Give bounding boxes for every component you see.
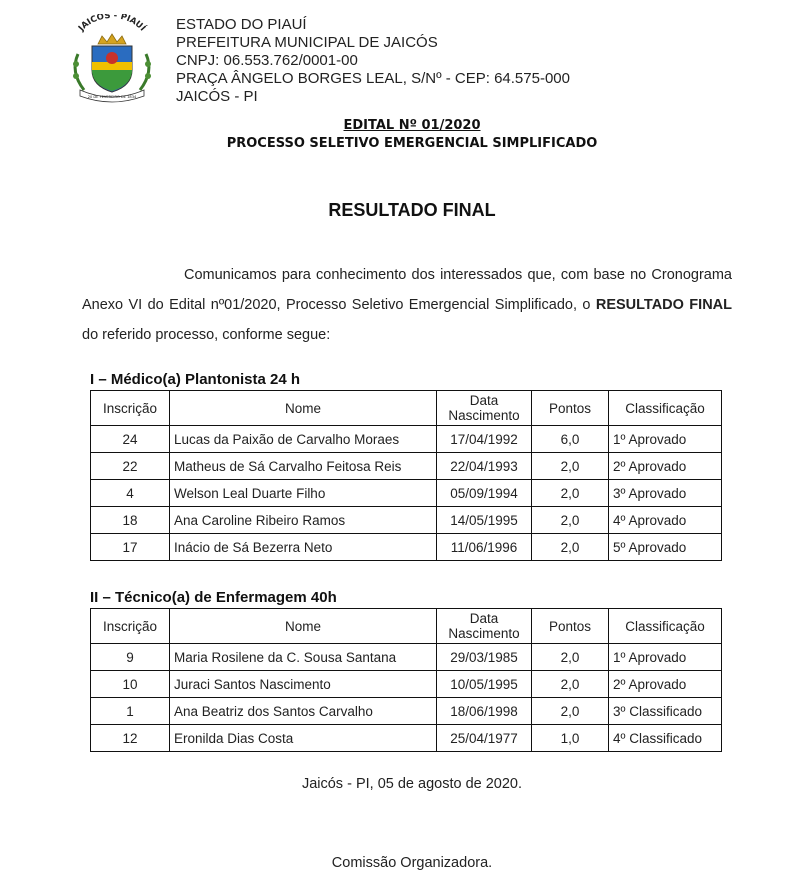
cell-data: 14/05/1995 (437, 507, 532, 534)
logo-arc-text: JAICÓS - PIAUÍ (76, 14, 148, 34)
cell-pontos: 1,0 (532, 725, 609, 752)
cell-inscricao: 18 (91, 507, 170, 534)
table-header-row (91, 609, 722, 644)
table-row (91, 644, 722, 671)
intro-paragraph (82, 260, 732, 350)
cell-nome: Welson Leal Duarte Filho (170, 480, 437, 507)
letterhead-state: ESTADO DO PIAUÍ (176, 16, 307, 33)
table-row (91, 698, 722, 725)
cell-classificacao: 2º Aprovado (609, 453, 722, 480)
intro-text-bold: RESULTADO FINAL (595, 297, 732, 313)
date-line: Jaicós - PI, 05 de agosto de 2020. (301, 776, 523, 792)
table-row (91, 725, 722, 752)
letterhead-cnpj: CNPJ: 06.553.762/0001-00 (176, 52, 358, 69)
cell-classificacao: 3º Aprovado (609, 480, 722, 507)
signature-line: Comissão Organizadora. (331, 855, 493, 871)
cell-nome: Ana Beatriz dos Santos Carvalho (170, 698, 437, 725)
cell-inscricao: 10 (91, 671, 170, 698)
cell-classificacao: 4º Classificado (609, 725, 722, 752)
cell-classificacao: 4º Aprovado (609, 507, 722, 534)
coat-of-arms-icon (64, 14, 160, 106)
cell-nome: Juraci Santos Nascimento (170, 671, 437, 698)
results-table-tecnico (90, 608, 722, 752)
table-row (91, 480, 722, 507)
cell-nome: Ana Caroline Ribeiro Ramos (170, 507, 437, 534)
logo-banner-text: 20 DE FEVEREIRO DE 1834 (87, 95, 137, 99)
cell-classificacao: 3º Classificado (609, 698, 722, 725)
intro-text-part2: do referido processo, conforme segue: (82, 327, 331, 343)
col-header-data: Data Nascimento (437, 391, 532, 426)
cell-data: 29/03/1985 (437, 644, 532, 671)
col-header-pontos: Pontos (532, 391, 609, 426)
cell-data: 25/04/1977 (437, 725, 532, 752)
col-header-classificacao: Classificação (609, 609, 722, 644)
intro-text-part1: Comunicamos para conhecimento dos interessados que, com base no Cronograma Anexo VI do Edital nº01/2020, Processo Seletivo Emergencial Simplificado, o (82, 267, 732, 313)
col-header-inscricao: Inscrição (91, 609, 170, 644)
cell-inscricao: 1 (91, 698, 170, 725)
cell-inscricao: 24 (91, 426, 170, 453)
table-row (91, 453, 722, 480)
page-title: RESULTADO FINAL (328, 200, 496, 220)
section-title-medico: I – Médico(a) Plantonista 24 h (90, 371, 301, 388)
cell-nome: Matheus de Sá Carvalho Feitosa Reis (170, 453, 437, 480)
cell-data: 11/06/1996 (437, 534, 532, 561)
letterhead-city: JAICÓS - PI (176, 88, 258, 105)
cell-pontos: 2,0 (532, 453, 609, 480)
section-title-tecnico: II – Técnico(a) de Enfermagem 40h (90, 589, 337, 606)
cell-data: 22/04/1993 (437, 453, 532, 480)
cell-pontos: 2,0 (532, 534, 609, 561)
cell-nome: Eronilda Dias Costa (170, 725, 437, 752)
edital-subtitle: PROCESSO SELETIVO EMERGENCIAL SIMPLIFICADO (226, 136, 598, 151)
col-header-pontos: Pontos (532, 609, 609, 644)
col-header-inscricao: Inscrição (91, 391, 170, 426)
table-header-row (91, 391, 722, 426)
col-header-nome: Nome (170, 609, 437, 644)
cell-pontos: 2,0 (532, 671, 609, 698)
table-row (91, 507, 722, 534)
cell-inscricao: 4 (91, 480, 170, 507)
cell-classificacao: 2º Aprovado (609, 671, 722, 698)
letterhead (176, 16, 570, 106)
col-header-nome: Nome (170, 391, 437, 426)
cell-pontos: 2,0 (532, 507, 609, 534)
letterhead-address: PRAÇA ÂNGELO BORGES LEAL, S/Nº - CEP: 64.575-000 (176, 70, 570, 87)
cell-nome: Lucas da Paixão de Carvalho Moraes (170, 426, 437, 453)
table-row (91, 534, 722, 561)
cell-pontos: 2,0 (532, 698, 609, 725)
table-row (91, 671, 722, 698)
col-header-data: Data Nascimento (437, 609, 532, 644)
cell-data: 10/05/1995 (437, 671, 532, 698)
cell-nome: Maria Rosilene da C. Sousa Santana (170, 644, 437, 671)
cell-data: 17/04/1992 (437, 426, 532, 453)
table-row (91, 426, 722, 453)
col-header-classificacao: Classificação (609, 391, 722, 426)
cell-classificacao: 5º Aprovado (609, 534, 722, 561)
cell-classificacao: 1º Aprovado (609, 426, 722, 453)
cell-pontos: 2,0 (532, 644, 609, 671)
cell-inscricao: 12 (91, 725, 170, 752)
cell-data: 05/09/1994 (437, 480, 532, 507)
cell-data: 18/06/1998 (437, 698, 532, 725)
municipal-coat-of-arms (64, 14, 160, 106)
cell-inscricao: 22 (91, 453, 170, 480)
cell-pontos: 6,0 (532, 426, 609, 453)
cell-inscricao: 17 (91, 534, 170, 561)
cell-pontos: 2,0 (532, 480, 609, 507)
results-table-medico (90, 390, 722, 561)
cell-nome: Inácio de Sá Bezerra Neto (170, 534, 437, 561)
edital-number: EDITAL Nº 01/2020 (343, 118, 481, 133)
cell-inscricao: 9 (91, 644, 170, 671)
letterhead-prefecture: PREFEITURA MUNICIPAL DE JAICÓS (176, 34, 438, 51)
edital-heading (0, 117, 800, 153)
cell-classificacao: 1º Aprovado (609, 644, 722, 671)
